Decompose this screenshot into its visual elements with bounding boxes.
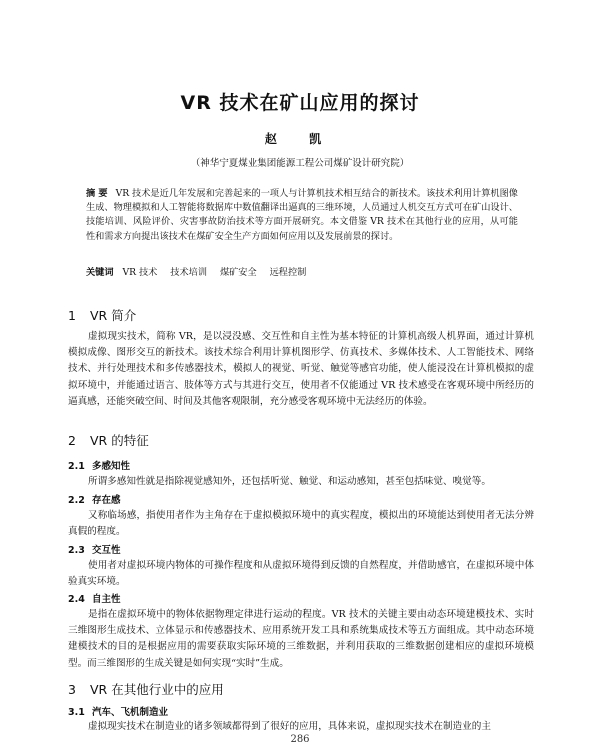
paper-title: VR 技术在矿山应用的探讨 <box>180 92 420 114</box>
body-paragraph: 虚拟现实技术在制造业的诸多领域都得到了很好的应用，具体来说，虚拟现实技术在制造业的主 <box>88 721 491 732</box>
author-name: 赵 凯 <box>264 132 336 146</box>
author-affiliation: （神华宁夏煤业集团能源工程公司煤矿设计研究院） <box>190 158 410 169</box>
subsection-number: 2.4 <box>68 594 85 605</box>
section-number: 3 <box>68 682 76 697</box>
keyword: 远程控制 <box>269 267 307 278</box>
body-paragraph: 又称临场感，指使用者作为主角存在于虚拟模拟环境中的真实程度，模拟出的环境能达到使用者无法分辨真假的程度。 <box>68 510 534 538</box>
subsection-title: 多感知性 <box>92 461 131 472</box>
subsection-title: 汽车、飞机制造业 <box>92 707 169 718</box>
keywords-label: 关键词 <box>86 267 114 278</box>
subsection-title: 存在感 <box>92 495 121 506</box>
section-title: VR 简介 <box>90 308 137 323</box>
keywords-line <box>86 266 518 280</box>
subsection-number: 2.2 <box>68 495 85 506</box>
body-paragraph: 是指在虚拟环境中的物体依据物理定律进行运动的程度。VR 技术的关键主要由动态环境建模技术、实时三维图形生成技术、立体显示和传感器技术、应用系统开发工具和系统集成技术等五方面组成。其中动态环境建模技术的目的是根据应用的需要获取实际环境的三维数据，并利用获取的三维数据创建相应的虚拟环境模型。而三维图形的生成关键是如何实现“实时”生成。 <box>68 609 534 669</box>
subsection-heading-2-1 <box>68 458 130 472</box>
section-heading-3 <box>68 680 224 698</box>
section-heading-1 <box>68 306 136 324</box>
body-paragraph: 虚拟现实技术，简称 VR，是以浸没感、交互性和自主性为基本特征的计算机高级人机界面，通过计算机模拟成像、图形交互的新技术。该技术综合利用计算机图形学、仿真技术、多媒体技术、人工智能技术、网络技术、并行处理技术和多传感器技术，模拟人的视觉、听觉、触觉等感官功能，使人能浸没在计算机模拟的虚拟环境中，并能通过语言、肢体等方式与其进行交互，使用者不仅能通过 VR 技术感受在客观环境中所经历的逼真感，还能突破空间、时间及其他客观限制，充分感受客观环境中无法经历的体验。 <box>68 331 534 407</box>
abstract-block <box>86 187 518 244</box>
subsection-number: 2.1 <box>68 461 85 472</box>
subsection-title: 交互性 <box>92 545 121 556</box>
subsection-number: 3.1 <box>68 707 85 718</box>
keyword: VR 技术 <box>122 267 158 278</box>
subsection-title: 自主性 <box>92 594 121 605</box>
keyword: 技术培训 <box>170 267 208 278</box>
abstract-text: VR 技术是近几年发展和完善起来的一项人与计算机技术相互结合的新技术。该技术利用计算机图像生成、物理模拟和人工智能将数据库中数值翻译出逼真的三维环境，人员通过人机交互方式可在矿山设计、技能培训、风险评价、灾害事故防治技术等方面开展研究。本文借鉴 VR 技术在其他行业的应用，从可能性和需求方向提出该技术在煤矿安全生产方面如何应用以及发展前景的探讨。 <box>86 188 518 242</box>
section-number: 2 <box>68 433 76 448</box>
section-title: VR 的特征 <box>90 433 149 448</box>
subsection-heading-2-3 <box>68 542 121 556</box>
subsection-heading-2-4 <box>68 591 121 605</box>
body-paragraph: 所谓多感知性就是指除视觉感知外，还包括听觉、触觉、和运动感知，甚至包括味觉、嗅觉等。 <box>88 476 491 487</box>
subsection-number: 2.3 <box>68 545 85 556</box>
abstract-label: 摘 要 <box>86 188 108 199</box>
section-number: 1 <box>68 308 76 323</box>
subsection-heading-3-1 <box>68 704 168 718</box>
subsection-heading-2-2 <box>68 492 121 506</box>
section-heading-2 <box>68 431 149 449</box>
page-number: 286 <box>290 734 310 745</box>
keyword: 煤矿安全 <box>219 267 257 278</box>
section-title: VR 在其他行业中的应用 <box>90 682 224 697</box>
body-paragraph: 使用者对虚拟环境内物体的可操作程度和从虚拟环境得到反馈的自然程度，并借助感官，在虚拟环境中体验真实环境。 <box>68 560 534 588</box>
